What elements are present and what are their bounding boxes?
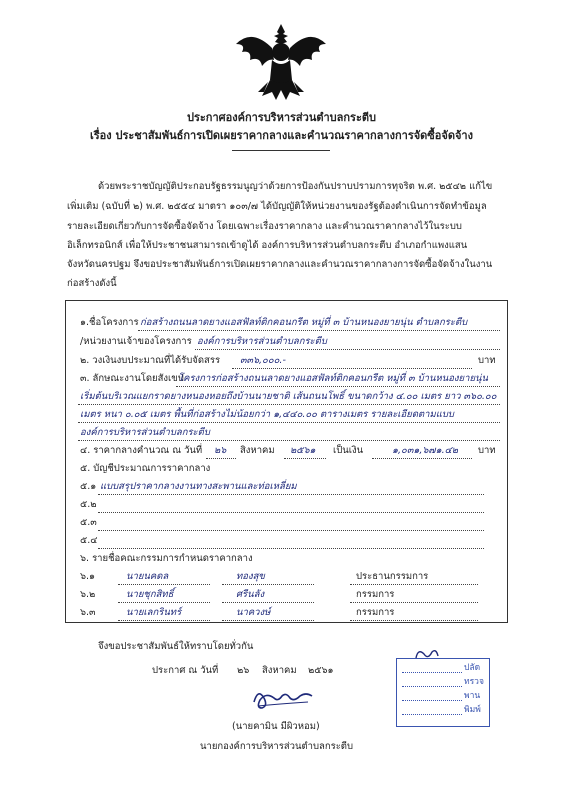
owner-agency-value: องค์การบริหารส่วนตำบลกระตีบ [197, 336, 327, 347]
median-price-amount: ๑,๐๓๑,๖๗๑.๔๒ [392, 445, 459, 456]
work-description-line-3 [78, 422, 500, 423]
signer-title: นายกองค์การบริหารส่วนตำบลกระตีบ [200, 741, 354, 752]
work-description-line-2 [78, 404, 500, 405]
announce-date-day: ๒๖ [237, 665, 250, 676]
estimate-item-3-label: ๕.๓ [80, 517, 97, 528]
budget-value: ๓๓๖,๐๐๐.- [240, 355, 286, 366]
estimate-item-1-value: แบบสรุปราคากลางงานทางสะพานและท่อเหลี่ยม [100, 481, 297, 492]
work-description-value-4: องค์การบริหารส่วนตำบลกระตีบ [80, 427, 210, 438]
owner-agency-label: /หน่วยงานเจ้าของโครงการ [80, 336, 192, 347]
committee-1-first: นายนคดล [126, 571, 169, 582]
work-description-value-2: เริ่มต้นบริเวณแยกราดยางหนองหอยถึงบ้านนายชาติ เส้นถนนโพธิ์ ขนาดกว้าง ๔.๐๐ เมตร ยาว ๓๖๐.๐๐ [80, 391, 497, 402]
estimate-item-4-label: ๕.๔ [80, 535, 98, 546]
estimate-item-1-line [98, 494, 484, 495]
median-price-label: ๔. ราคากลางคำนวณ ณ วันที่ [80, 445, 203, 456]
signature [248, 684, 320, 714]
estimate-list-label: ๕. บัญชีประมาณการราคากลาง [80, 463, 211, 474]
committee-2-role: กรรมการ [356, 589, 395, 600]
garuda-emblem [232, 22, 330, 104]
title-rule [232, 150, 330, 151]
intro-line-4: อิเล็กทรอนิกส์ เพื่อให้ประชาชนสามารถเข้าดูได้ องค์การบริหารส่วนตำบลกระตีบ อำเภอกำแพงแสน [67, 240, 468, 251]
median-price-year: ๒๕๖๑ [290, 445, 316, 456]
intro-line-3: รายละเอียดเกี่ยวกับการจัดซื้อจัดจ้าง โดยเฉพาะเรื่องราคากลาง และคำนวณราคากลางไว้ในระบบ [67, 221, 462, 232]
median-price-unit: บาท [478, 445, 496, 456]
committee-2-last-line [222, 602, 314, 603]
stamp-line-3 [402, 700, 462, 701]
committee-2-last: ศรีนลัง [236, 589, 265, 600]
budget-label: ๒. วงเงินงบประมาณที่ได้รับจัดสรร [80, 355, 221, 366]
stamp-label-4: พิมพ์ [464, 705, 481, 715]
committee-3-role: กรรมการ [356, 607, 395, 618]
document-title: ประกาศองค์การบริหารส่วนตำบลกระตีบ [187, 111, 376, 124]
signer-name: (นายคามิน มีผิวหอม) [232, 721, 320, 732]
project-name-label: ๑.ชื่อโครงการ [80, 317, 139, 328]
project-name-line [138, 330, 500, 331]
committee-1-role-line [350, 584, 478, 585]
median-price-day: ๒๖ [214, 445, 227, 456]
estimate-item-1-label: ๕.๑ [80, 481, 97, 492]
committee-2-first-line [118, 602, 210, 603]
committee-3-no: ๖.๓ [80, 607, 96, 618]
estimate-item-3-line [98, 530, 484, 531]
closing-notice: จึงขอประชาสัมพันธ์ให้ทราบโดยทั่วกัน [98, 641, 254, 652]
committee-1-last-line [222, 584, 314, 585]
median-price-year-line [284, 458, 326, 459]
committee-3-last-line [222, 620, 314, 621]
work-description-line-4 [78, 440, 500, 441]
committee-1-no: ๖.๑ [80, 571, 96, 582]
work-description-label: ๓. ลักษณะงานโดยสังเขป [80, 373, 184, 384]
median-price-amount-line [372, 458, 472, 459]
estimate-item-4-line [98, 548, 484, 549]
stamp-line-1 [402, 672, 462, 673]
committee-3-first-line [118, 620, 210, 621]
stamp-label-1: ปลัด [464, 663, 481, 673]
committee-2-no: ๖.๒ [80, 589, 96, 600]
median-price-month: สิงหาคม [240, 445, 275, 456]
stamp-line-2 [402, 686, 462, 687]
median-price-day-line [206, 458, 236, 459]
project-name-value: ก่อสร้างถนนลาดยางแอสฟัลท์ติกคอนกรีต หมู่ที่ ๓ บ้านหนองยายนุ่น ตำบลกระตีบ [140, 317, 468, 328]
work-description-value-1: โครงการก่อสร้างถนนลาดยางแอสฟัลท์ติกคอนกรีต หมู่ที่ ๓ บ้านหนองยายนุ่น [178, 373, 489, 384]
work-description-line-1 [176, 386, 500, 387]
work-description-value-3: เมตร หนา ๐.๐๕ เมตร พื้นที่ก่อสร้างไม่น้อยกว่า ๑,๔๔๐.๐๐ ตารางเมตร รายละเอียดตามแบบ [80, 409, 454, 420]
committee-1-first-line [118, 584, 210, 585]
estimate-item-2-label: ๕.๒ [80, 499, 97, 510]
committee-3-role-line [350, 620, 478, 621]
stamp-label-3: พาน [464, 691, 481, 701]
committee-1-role: ประธานกรรมการ [356, 571, 429, 582]
median-price-mid: เป็นเงิน [333, 445, 364, 456]
committee-2-role-line [350, 602, 478, 603]
announce-date-prefix: ประกาศ ณ วันที่ [152, 665, 219, 676]
committee-3-first: นายเลกรินทร์ [126, 607, 182, 618]
committee-label: ๖. รายชื่อคณะกรรมการกำหนดราคากลาง [80, 553, 253, 564]
intro-line-6: ก่อสร้างดังนี้ [67, 278, 117, 289]
intro-line-2: เพิ่มเติม (ฉบับที่ ๒) พ.ศ. ๒๕๕๔ มาตรา ๑๐๓/๗ ได้บัญญัติให้หน่วยงานของรัฐต้องดำเนินการจัดทำข้อมูล [67, 201, 487, 212]
owner-agency-line [195, 349, 500, 350]
intro-line-1: ด้วยพระราชบัญญัติประกอบรัฐธรรมนูญว่าด้วยการป้องกันปราบปรามการทุจริต พ.ศ. ๒๕๔๒ แก้ไข [98, 181, 493, 192]
stamp-label-2: ทรวจ [464, 677, 484, 687]
document-subject: เรื่อง ประชาสัมพันธ์การเปิดเผยราคากลางและคำนวณราคากลางการจัดซื้อจัดจ้าง [90, 129, 473, 142]
budget-line [232, 368, 472, 369]
committee-2-first: นายชุกสิทธิ์ [126, 589, 174, 600]
committee-1-last: ทองสุข [236, 571, 265, 582]
announce-date-month: สิงหาคม [262, 665, 297, 676]
stamp-initial-mark [412, 646, 442, 664]
announce-date-year: ๒๕๖๑ [308, 665, 334, 676]
intro-line-5: จังหวัดนครปฐม จึงขอประชาสัมพันธ์การเปิดเผยราคากลางและคำนวณราคากลางการจัดซื้อจัดจ้างในงาน [67, 259, 493, 270]
budget-unit: บาท [478, 355, 496, 366]
committee-3-last: นาควงษ์ [236, 607, 271, 618]
stamp-line-4 [402, 714, 462, 715]
estimate-item-2-line [98, 512, 484, 513]
